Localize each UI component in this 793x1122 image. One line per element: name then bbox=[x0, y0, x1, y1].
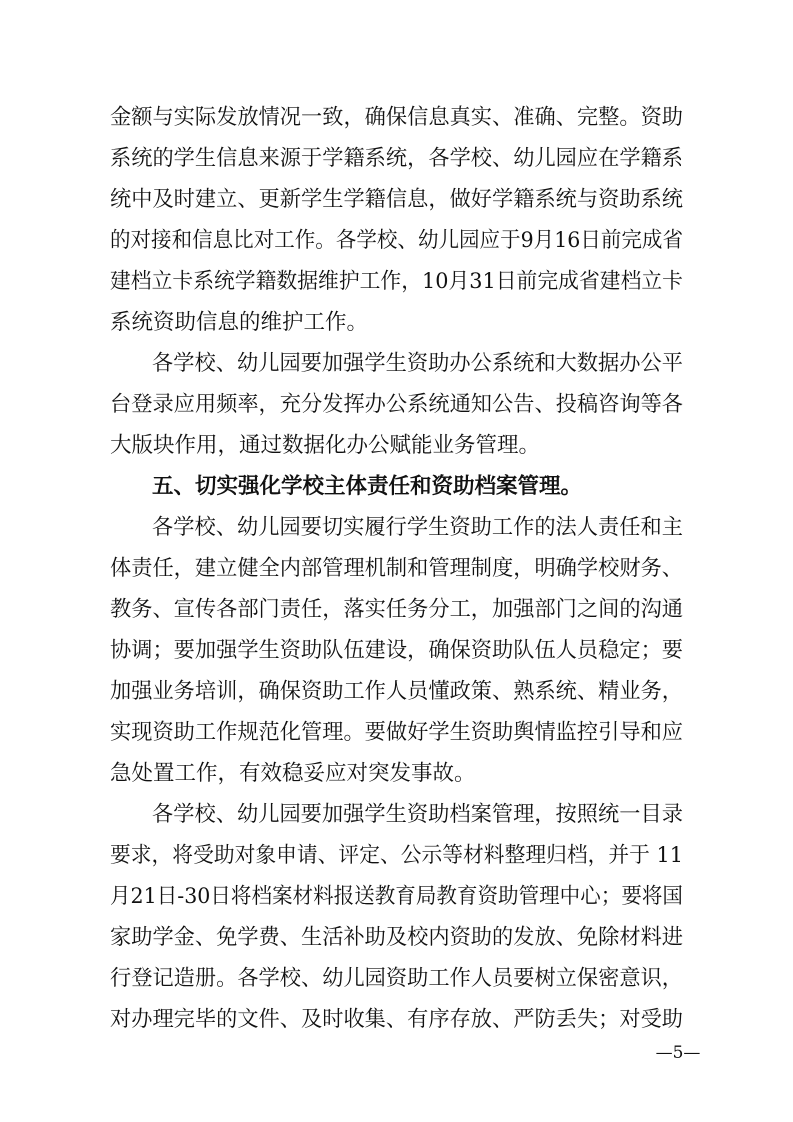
text-line-22 bbox=[110, 959, 793, 999]
section-heading bbox=[152, 467, 793, 507]
text-line-20 bbox=[110, 877, 793, 917]
text-line-12 bbox=[110, 549, 793, 589]
text-line-8-content: 台登录应用频率，充分发挥办公系统通知公告、投稿咨询等各 bbox=[110, 392, 684, 417]
text-line-11 bbox=[152, 508, 793, 548]
text-line-4 bbox=[110, 221, 793, 261]
text-line-9 bbox=[110, 426, 793, 466]
text-line-8 bbox=[110, 385, 793, 425]
text-line-18 bbox=[152, 795, 793, 835]
text-line-13-content: 教务、宣传各部门责任，落实任务分工，加强部门之间的沟通 bbox=[110, 597, 684, 622]
text-line-19-content: 要求，将受助对象申请、评定、公示等材料整理归档，并于 11 bbox=[110, 843, 683, 868]
text-line-17-content: 急处置工作，有效稳妥应对突发事故。 bbox=[110, 761, 476, 786]
text-line-13 bbox=[110, 590, 793, 630]
text-line-21 bbox=[110, 918, 793, 958]
text-line-18-content: 各学校、幼儿园要加强学生资助档案管理，按照统一目录 bbox=[152, 802, 684, 827]
text-line-1 bbox=[110, 98, 793, 138]
text-line-15-content: 加强业务培训，确保资助工作人员懂政策、熟系统、精业务， bbox=[110, 679, 684, 704]
text-line-1-content: 金额与实际发放情况一致，确保信息真实、准确、完整。资助 bbox=[110, 105, 684, 130]
text-line-7 bbox=[152, 344, 793, 384]
text-line-2 bbox=[110, 139, 793, 179]
text-line-23 bbox=[110, 1000, 793, 1040]
text-line-15 bbox=[110, 672, 793, 712]
text-line-21-content: 家助学金、免学费、生活补助及校内资助的发放、免除材料进 bbox=[110, 925, 684, 950]
text-line-14-content: 协调；要加强学生资助队伍建设，确保资助队伍人员稳定；要 bbox=[110, 638, 684, 663]
page-number: —5— bbox=[655, 1043, 701, 1063]
text-line-6-content: 系统资助信息的维护工作。 bbox=[110, 310, 369, 335]
text-line-17 bbox=[110, 754, 793, 794]
text-line-23-content: 对办理完毕的文件、及时收集、有序存放、严防丢失；对受助 bbox=[110, 1007, 684, 1032]
text-line-14 bbox=[110, 631, 793, 671]
text-line-5 bbox=[110, 262, 793, 302]
text-line-2-content: 系统的学生信息来源于学籍系统，各学校、幼儿园应在学籍系 bbox=[110, 146, 684, 171]
section-heading-text: 五、切实强化学校主体责任和资助档案管理。 bbox=[152, 474, 583, 499]
text-line-12-content: 体责任，建立健全内部管理机制和管理制度，明确学校财务、 bbox=[110, 556, 684, 581]
text-line-16-content: 实现资助工作规范化管理。要做好学生资助舆情监控引导和应 bbox=[110, 720, 684, 745]
text-line-16 bbox=[110, 713, 793, 753]
text-line-3-content: 统中及时建立、更新学生学籍信息，做好学籍系统与资助系统 bbox=[110, 187, 684, 212]
text-line-4-content: 的对接和信息比对工作。各学校、幼儿园应于9月16日前完成省 bbox=[110, 228, 683, 253]
text-line-20-content: 月21日-30日将档案材料报送教育局教育资助管理中心；要将国 bbox=[110, 884, 683, 909]
text-line-3 bbox=[110, 180, 793, 220]
text-line-5-content: 建档立卡系统学籍数据维护工作，10月31日前完成省建档立卡 bbox=[110, 269, 683, 294]
text-line-19 bbox=[110, 836, 793, 876]
text-line-11-content: 各学校、幼儿园要切实履行学生资助工作的法人责任和主 bbox=[152, 515, 684, 540]
text-line-9-content: 大版块作用，通过数据化办公赋能业务管理。 bbox=[110, 433, 541, 458]
text-line-22-content: 行登记造册。各学校、幼儿园资助工作人员要树立保密意识， bbox=[110, 966, 684, 991]
text-line-6 bbox=[110, 303, 793, 343]
text-line-7-content: 各学校、幼儿园要加强学生资助办公系统和大数据办公平 bbox=[152, 351, 684, 376]
